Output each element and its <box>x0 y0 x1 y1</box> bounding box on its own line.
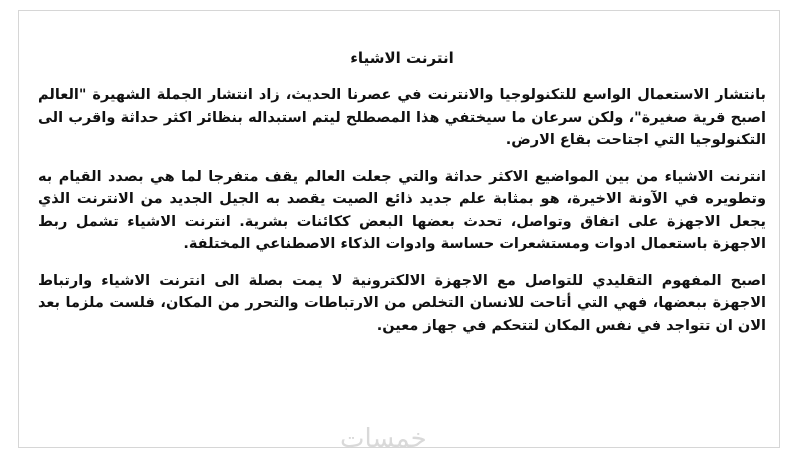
watermark-logo: خمسات <box>340 424 427 454</box>
paragraph-1: بانتشار الاستعمال الواسع للتكنولوجيا والانترنت في عصرنا الحديث، زاد انتشار الجملة الشهيرة "العالم اصبح قرية صغيرة"، ولكن سرعان ما سيختفي هذا المصطلح ليتم استبداله بنظائر اكثر حداثة واقرب الى التكنولوجيا التي اجتاحت بقاع الارض. <box>38 87 766 148</box>
paragraph-2: انترنت الاشياء من بين المواضيع الاكثر حداثة والتي جعلت العالم يقف متفرجا لما هي بصدد القيام به وتطويره في الآونة الاخيرة، هو بمثابة علم جديد ذائع الصيت يقصد به الجيل الجديد من الانترنت الذي يجعل الاجهزة على اتفاق وتواصل، تحدث بعضها البعض ككائنات بشرية. انترنت الاشياء تشمل ربط الاجهزة باستعمال ادوات ومستشعرات حساسة وادوات الذكاء الاصطناعي المختلفة. <box>38 168 766 252</box>
document-body <box>38 48 766 351</box>
paragraph-3: اصبح المفهوم التقليدي للتواصل مع الاجهزة الالكترونية لا يمت بصلة الى انترنت الاشياء وارتباط الاجهزة ببعضها، فهي التي أتاحت للانسان التخلص من الارتباطات والتحرر من المكان، فلست ملزما بعد الان ان تتواجد في نفس المكان لتتحكم في جهاز معين. <box>38 272 766 334</box>
document-title: انترنت الاشياء <box>350 49 454 67</box>
